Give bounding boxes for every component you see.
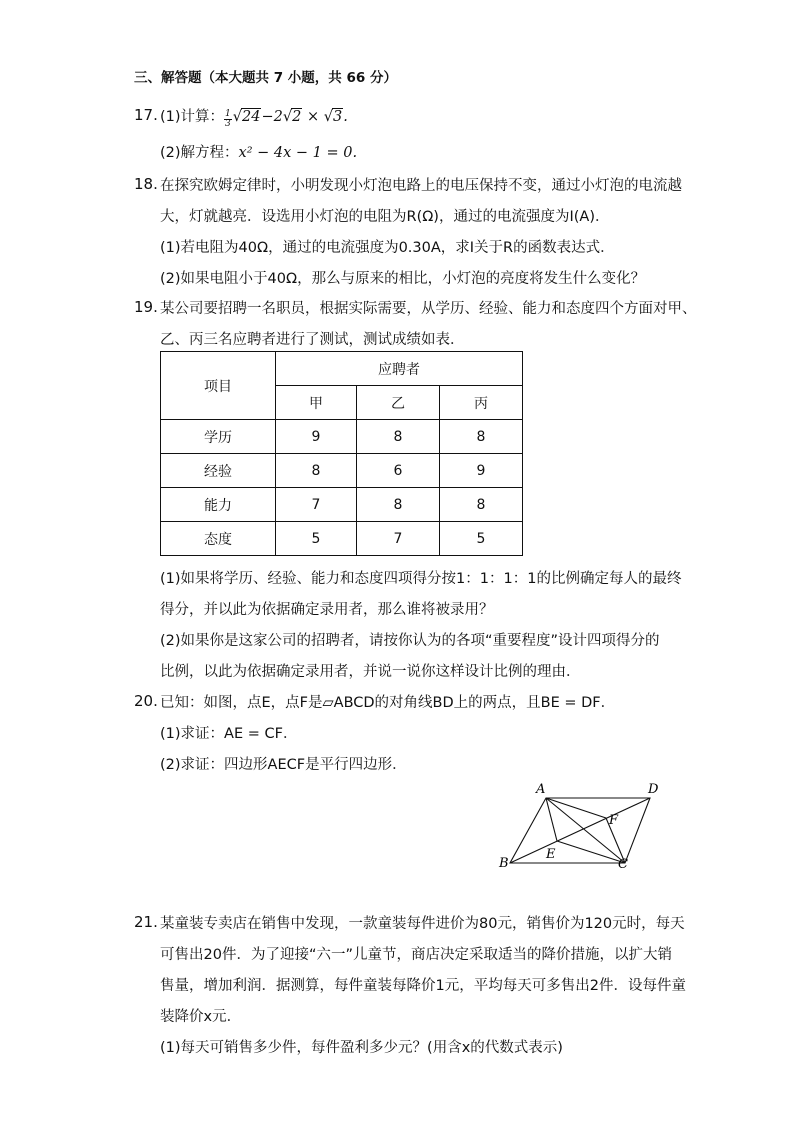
score-cell: 8 — [440, 420, 523, 454]
candidate-header: 甲 — [276, 386, 357, 420]
question-19-line2: 乙、丙三名应聘者进行了测试，测试成绩如表． — [160, 332, 465, 348]
row-label: 能力 — [161, 488, 276, 522]
sqrt-3: √3 — [323, 109, 343, 125]
label-b: B — [499, 856, 509, 871]
label-f: F — [609, 813, 619, 828]
table-header-row — [161, 352, 523, 386]
question-19-line3: (1)如果将学历、经验、能力和态度四项得分按1：1：1：1的比例确定每人的最终 — [160, 571, 682, 587]
row-label: 学历 — [161, 420, 276, 454]
segment-ae — [546, 798, 557, 841]
question-20-line3: (2)求证：四边形AECF是平行四边形． — [160, 757, 407, 773]
question-18-line1: 在探究欧姆定律时，小明发现小灯泡电路上的电压保持不变，通过小灯泡的电流越 — [160, 178, 682, 194]
question-19-line4: 得分，并以此为依据确定录用者，那么谁将被录用？ — [160, 602, 494, 618]
question-17-number: 17. — [134, 106, 158, 124]
label-e: E — [546, 847, 556, 862]
table-corner-header: 项目 — [161, 352, 276, 420]
question-19-line1: 某公司要招聘一名职员，根据实际需要，从学历、经验、能力和态度四个方面对甲、 — [160, 301, 697, 317]
score-cell: 5 — [440, 522, 523, 556]
q17-part1-label: (1)计算： — [160, 109, 225, 125]
label-a: A — [536, 782, 546, 797]
score-cell: 7 — [357, 522, 440, 556]
question-21-line4: 装降价x元． — [160, 1009, 242, 1025]
candidate-header: 丙 — [440, 386, 523, 420]
row-label: 态度 — [161, 522, 276, 556]
parallelogram-figure — [494, 778, 674, 878]
question-17-part1 — [160, 105, 348, 129]
question-18-line3: (1)若电阻为40Ω，通过的电流强度为0.30A，求I关于R的函数表达式． — [160, 240, 615, 256]
table-group-header: 应聘者 — [276, 352, 523, 386]
table-row — [161, 522, 523, 556]
question-21-line1: 某童装专卖店在销售中发现，一款童装每件进价为80元，销售价为120元时，每天 — [160, 916, 685, 932]
label-c: C — [618, 857, 628, 872]
question-19-number: 19. — [134, 298, 158, 316]
question-19-line5: (2)如果你是这家公司的招聘者，请按你认为的各项“重要程度”设计四项得分的 — [160, 633, 660, 649]
score-cell: 6 — [357, 454, 440, 488]
fraction: $\frac{1}{3}$ — [225, 109, 231, 129]
table-row — [161, 488, 523, 522]
segment-af — [546, 798, 606, 818]
q17-part2-equation: x² − 4x − 1 = 0. — [238, 145, 358, 161]
table-row — [161, 420, 523, 454]
scores-table — [160, 351, 523, 556]
score-cell: 9 — [440, 454, 523, 488]
question-21-line3: 售量，增加利润．据测算，每件童装每降价1元，平均每天可多售出2件．设每件童 — [160, 978, 686, 994]
candidate-header: 乙 — [357, 386, 440, 420]
score-cell: 7 — [276, 488, 357, 522]
diagonal-ac — [546, 798, 625, 863]
sqrt-2: √2 — [282, 109, 302, 125]
question-18-line2: 大，灯就越亮．设选用小灯泡的电阻为R(Ω)，通过的电流强度为I(A)． — [160, 209, 610, 225]
sqrt-24: √24 — [232, 109, 261, 125]
question-18-number: 18. — [134, 175, 158, 193]
score-cell: 9 — [276, 420, 357, 454]
segment-ec — [557, 841, 625, 863]
question-20-number: 20. — [134, 692, 158, 710]
score-cell: 5 — [276, 522, 357, 556]
question-20-line2: (1)求证：AE = CF． — [160, 726, 298, 742]
question-17-part2 — [160, 141, 357, 162]
question-21-line5: (1)每天可销售多少件，每件盈利多少元？(用含x的代数式表示) — [160, 1040, 563, 1056]
q17-part1-expression: $\frac{1}{3}$ √24−2√2 × √3. — [225, 109, 348, 129]
label-d: D — [648, 782, 659, 797]
question-21-number: 21. — [134, 913, 158, 931]
question-18-line4: (2)如果电阻小于40Ω，那么与原来的相比，小灯泡的亮度将发生什么变化？ — [160, 271, 646, 287]
table-row — [161, 454, 523, 488]
question-21-line2: 可售出20件．为了迎接“六一”儿童节，商店决定采取适当的降价措施，以扩大销 — [160, 947, 672, 963]
score-cell: 8 — [357, 420, 440, 454]
score-cell: 8 — [440, 488, 523, 522]
score-cell: 8 — [357, 488, 440, 522]
question-20-line1: 已知：如图，点E，点F是▱ABCD的对角线BD上的两点，且BE = DF． — [160, 695, 616, 711]
score-cell: 8 — [276, 454, 357, 488]
section-heading: 三、解答题（本大题共 7 小题，共 66 分） — [134, 70, 397, 86]
question-19-line6: 比例，以此为依据确定录用者，并说一说你这样设计比例的理由． — [160, 664, 581, 680]
row-label: 经验 — [161, 454, 276, 488]
q17-part2-label: (2)解方程： — [160, 145, 239, 161]
